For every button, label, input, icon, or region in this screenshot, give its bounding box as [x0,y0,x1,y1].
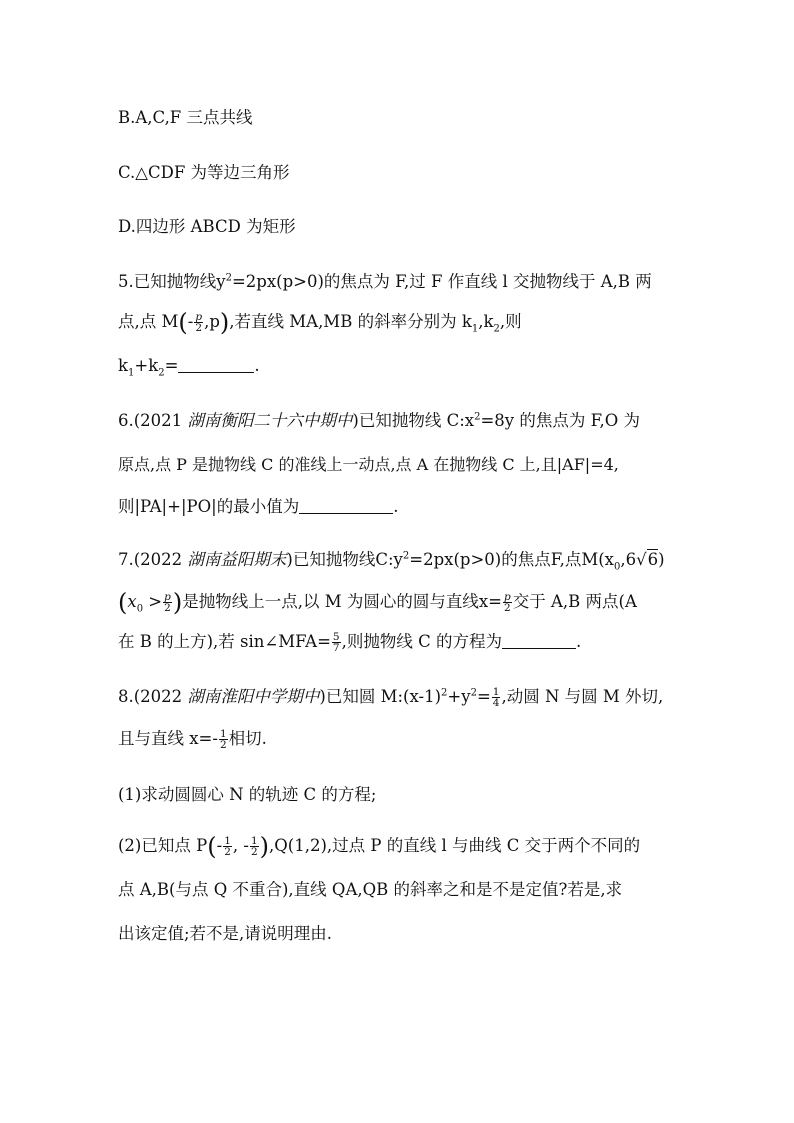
q7-line-2: ($x_0$ > $\frac{p}{2}$ )是抛物线上一点,以 M 为圆心的圆与直线x= $\frac{p}{2}$ 交于 A,B 两点(A [118,588,637,617]
q5-line-1: 5.已知抛物线$y^2=2px(p>0)$的焦点为 F,过 F 作直线 l 交抛物线于 A,B 两 [118,272,652,291]
option-c: C.△CDF 为等边三角形 [118,163,290,182]
q6-line-2: 原点,点 P 是抛物线 C 的准线上一动点,点 A 在抛物线 C 上,且|AF|=4, [118,455,619,474]
q6-line-3: 则|PA|+|PO|的最小值为 . [118,497,399,516]
option-b: B.A,C,F 三点共线 [118,108,253,127]
source-label: 湖南益阳期末 [187,550,287,569]
source-label: 湖南淮阳中学期中 [187,687,320,706]
fraction-p-over-2: $\frac{p}{2}$ [195,311,203,334]
sqrt-symbol: √6 [636,550,659,569]
answer-blank[interactable] [299,513,393,514]
answer-blank[interactable] [502,648,576,649]
answer-blank[interactable] [178,372,254,373]
q8-line-2: 且与直线 x=- $\frac{1}{2}$ 相切. [118,728,267,751]
option-d: D.四边形 ABCD 为矩形 [118,217,296,236]
q8-part-2-line-2: 点 A,B(与点 Q 不重合),直线 QA,QB 的斜率之和是不是定值?若是,求 [118,880,623,899]
q7-line-3: 在 B 的上方),若 sin∠MFA= $\frac{5}{7}$ ,则抛物线 C 的方程为 . [118,631,582,654]
q8-part-1: (1)求动圆圆心 N 的轨迹 C 的方程; [118,785,377,804]
q5-line-2: 点,点 M(- $\frac{p}{2}$ ,p),若直线 MA,MB 的斜率分别为 $k_1,k_2$,则 [118,308,522,337]
q6-line-1: 6.(2021 湖南衡阳二十六中期中)已知抛物线 $C:x^2=8y$ 的焦点为 F,O 为 [118,411,640,430]
q5-line-3: $k_1+k_2=$ . [118,356,260,379]
q8-part-2-line-3: 出该定值;若不是,请说明理由. [118,924,333,943]
q8-part-2-line-1: (2)已知点 P(- $\frac{1}{2}$ , - $\frac{1}{2}$ ),Q(1,2),过点 P 的直线 l 与曲线 C 交于两个不同的 [118,832,641,861]
q7-line-1: 7.(2022 湖南益阳期末)已知抛物线$C:y^2=2px(p>0)$的焦点F,点$M(x_0,6√6)$ [118,550,665,573]
source-label: 湖南衡阳二十六中期中 [187,411,353,430]
q8-line-1: 8.(2022 湖南淮阳中学期中)已知圆 $M:(x-1)^2+y^2=$ $\frac{1}{4}$ ,动圆 N 与圆 M 外切, [118,686,664,709]
